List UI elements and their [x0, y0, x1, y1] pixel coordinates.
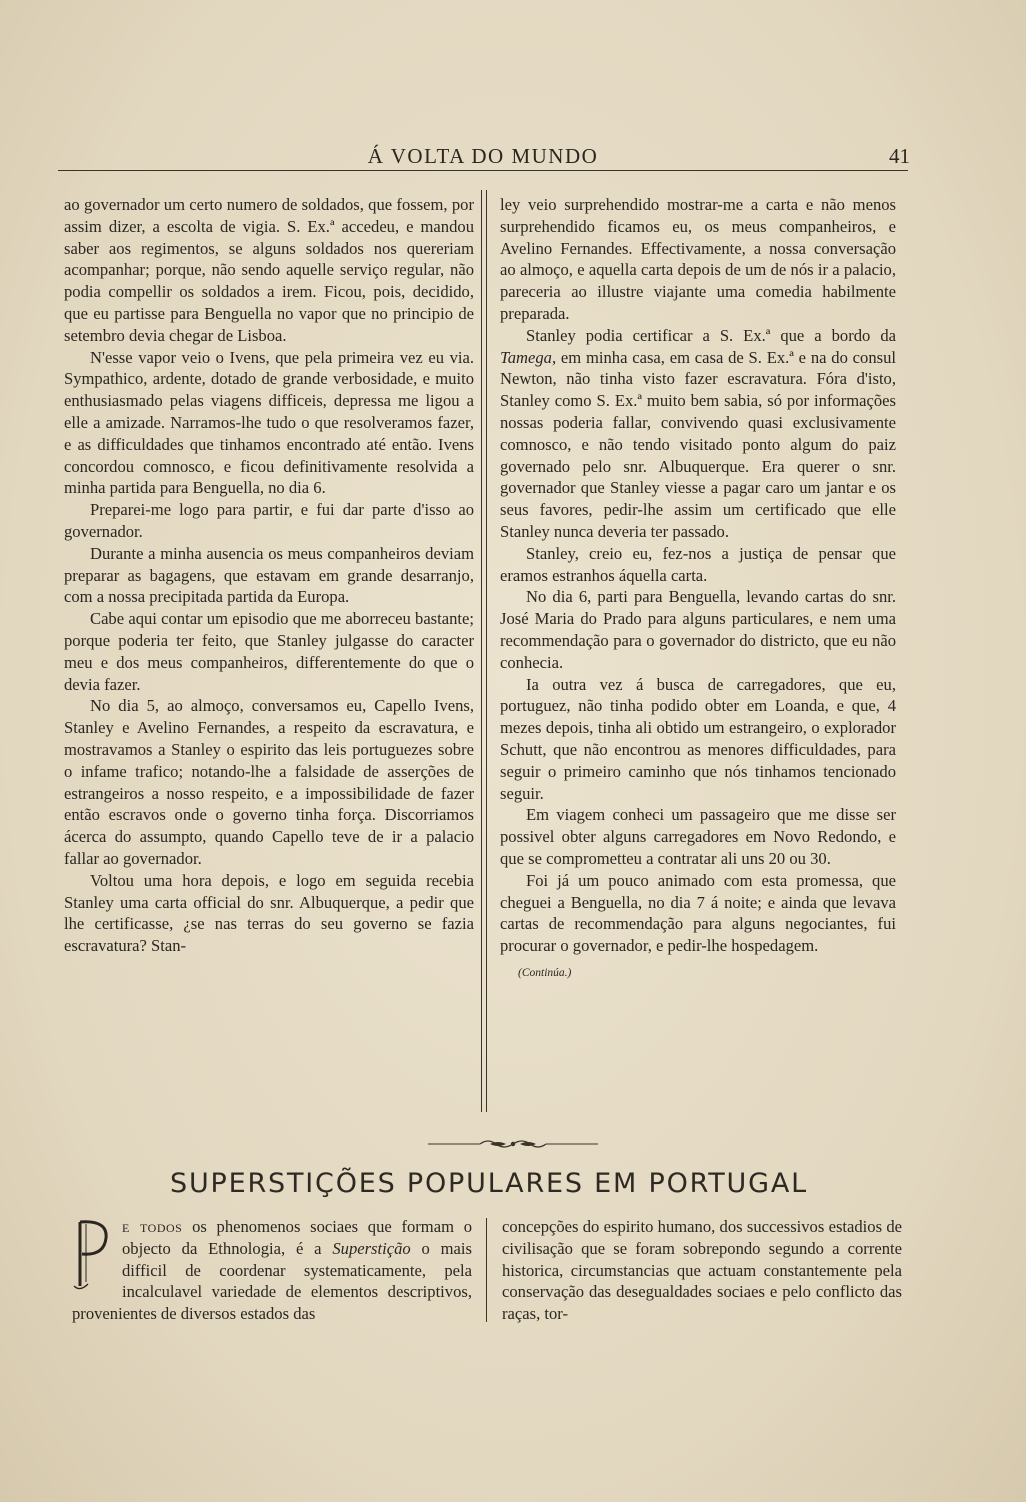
lead-smallcaps: e todos	[122, 1217, 183, 1236]
continua-note: (Continúa.)	[518, 966, 572, 979]
paragraph: No dia 6, parti para Benguella, levando cartas do snr. José Maria do Prado para alguns particulares, e nem uma recommendação para o governador do districto, que eu não conhecia.	[500, 587, 896, 672]
text-run: Stanley podia certificar a S. Ex.ª que a bordo da	[526, 325, 896, 345]
text-run: os phenomenos sociaes que formam o objecto da Ethnologia, é a	[122, 1217, 472, 1258]
paragraph: Preparei-me logo para partir, e fui dar parte d'isso ao governador.	[64, 500, 474, 541]
text-run: , em minha casa, em casa de S. Ex.ª e na do consul Newton, não tinha visto fazer escravatura. Fóra d'isto, Stanley como S. Ex.ª muito bem sabia, só por informações nossas poderia fallar, convivendo quasi exclusivamente comnosco, e não tendo visitado ponto algum do paiz governado pelo snr. Albuquerque. Era querer o snr. governador que Stanley viesse a pagar caro um jantar e os seus favores, pedir-lhe assim um certificado que elle Stanley nunca deveria ter passado.	[500, 347, 896, 541]
emphasis: Superstição	[332, 1238, 411, 1258]
section-right-column	[502, 1216, 902, 1325]
running-header	[58, 142, 908, 170]
paragraph: Foi já um pouco animado com esta promessa, que cheguei a Benguella, no dia 7 á noite; e ainda que levava cartas de recommendação para alguns negociantes, fui procurar o governador, e pedir-lhe hospedagem.	[500, 870, 896, 956]
header-rule	[58, 170, 908, 171]
paragraph: N'esse vapor veio o Ivens, que pela primeira vez eu via. Sympathico, ardente, dotado de grande verbosidade, e muito enthusiasmado pelas viagens difficeis, depressa me ligou a elle a amizade. Narramos-lhe tudo o que resolveramos fazer, e as difficuldades que tinhamos encontrado até então. Ivens concordou comnosco, e ficou definitivamente resolvida a minha partida para Benguella, no dia 6.	[64, 347, 474, 498]
ornament-divider-icon	[428, 1136, 598, 1152]
paragraph: Cabe aqui contar um episodio que me aborreceu bastante; porque poderia ter feito, que Stanley julgasse do caracter meu e dos meus companheiros, differentemente do que o devia fazer.	[64, 609, 474, 694]
section-column-divider	[486, 1218, 487, 1322]
left-column	[64, 194, 474, 957]
paragraph: Ia outra vez á busca de carregadores, que eu, portuguez, não tinha podido obter em Loanda, e que, 4 mezes depois, tinha ali obtido um estrangeiro, o explorador Schutt, que não encontrou as menores difficuldades, para seguir o primeiro caminho que nós tinhamos tencionado seguir.	[500, 674, 896, 803]
right-column	[500, 194, 896, 985]
column-divider	[481, 190, 482, 1112]
dropcap-p-icon	[72, 1216, 114, 1294]
text-run: o mais difficil de coordenar systematicamente, pela incalculavel variedade de elementos descriptivos, provenientes de diversos estados das	[72, 1238, 472, 1324]
paragraph: Voltou uma hora depois, e logo em seguida recebia Stanley uma carta official do snr. Albuquerque, a pedir que lhe certificasse, ¿se nas terras do seu governo se fazia escravatura? Stan-	[64, 870, 474, 956]
page-number: 41	[889, 144, 910, 168]
paragraph: Em viagem conheci um passageiro que me disse ser possivel obter alguns carregadores em Novo Redondo, e que se comprometteu a contratar ali uns 20 ou 30.	[500, 805, 896, 868]
column-divider-thin	[486, 190, 487, 1112]
paragraph: Durante a minha ausencia os meus companheiros deviam preparar as bagagens, que estavam em grande desarranjo, com a nossa precipitada partida da Europa.	[64, 543, 474, 607]
section-title: SUPERSTIÇÕES POPULARES EM PORTUGAL	[170, 1168, 808, 1199]
running-title: Á VOLTA DO MUNDO	[367, 144, 599, 168]
paragraph: ao governador um certo numero de soldados, que fossem, por assim dizer, a escolta de vigia. S. Ex.ª accedeu, e mandou saber aos regimentos, se alguns soldados nos quereriam acompanhar; porque, não sendo aquelle serviço regular, não podia compellir os soldados a irem. Ficou, pois, decidido, que eu partisse para Benguella no vapor que no principio de setembro devia chegar de Lisboa.	[64, 195, 474, 345]
paragraph: ley veio surprehendido mostrar-me a carta e não menos surprehendido ficamos eu, os meus companheiros, e Avelino Fernandes. Effectivamente, a nossa conversação ao almoço, e aquella carta depois de um de nós ir a palacio, pareceria ao illustre viajante uma comedia habilmente preparada.	[500, 195, 896, 323]
section-left-column	[72, 1216, 472, 1325]
section-paragraph: concepções do espirito humano, dos successivos estadios de civilisação que se foram sobrepondo segundo a corrente historica, circumstancias que actuam constantemente pela conservação das desegualdades sociaes e pelo conflicto das raças, tor-	[502, 1217, 902, 1324]
paragraph: Stanley, creio eu, fez-nos a justiça de pensar que eramos estranhos áquella carta.	[500, 543, 896, 585]
paragraph	[500, 325, 896, 543]
section-paragraph	[72, 1216, 472, 1325]
ship-name: Tamega	[500, 347, 552, 367]
paragraph: No dia 5, ao almoço, conversamos eu, Capello Ivens, Stanley e Avelino Fernandes, a respeito da escravatura, e mostravamos a Stanley o espirito das leis portuguezes sobre o infame trafico; notando-lhe a falsidade de asserções de estrangeiros a nosso respeito, e a impossibilidade de fazer então escravos onde o governo tinha força. Discorriamos ácerca do assumpto, quando Capello teve de ir a palacio fallar ao governador.	[64, 696, 474, 868]
